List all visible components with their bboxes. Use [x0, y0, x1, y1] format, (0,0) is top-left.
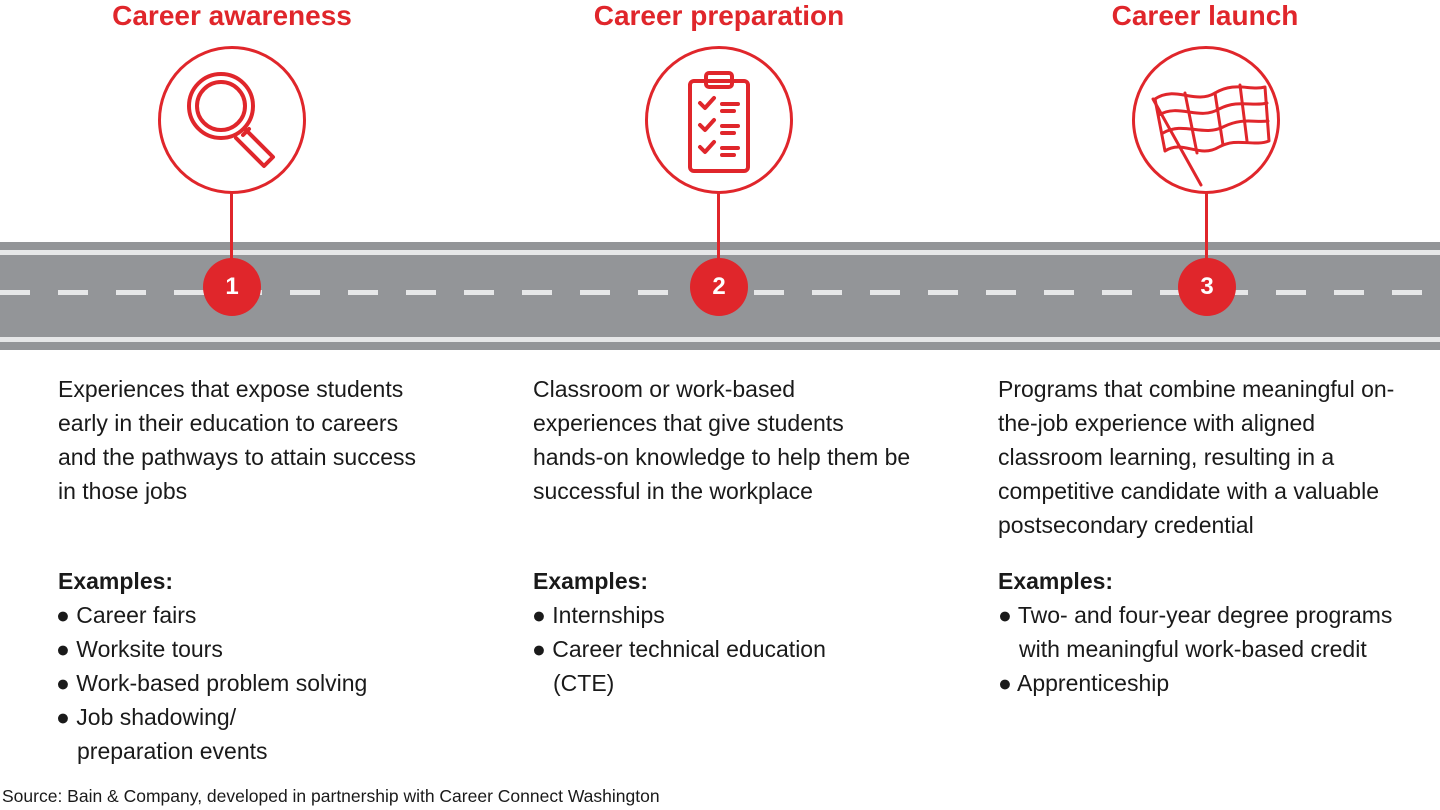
stage-2-title: Career preparation: [593, 0, 845, 31]
road-dash: [348, 290, 378, 295]
stage-1-description: Experiences that expose students early in their education to careers and the pathways to attain success in those jobs: [58, 376, 416, 504]
stage-1-examples-heading: Examples:: [58, 568, 174, 594]
stage-3-example-list: [998, 598, 1428, 700]
example-item: ● Work-based problem solving: [56, 670, 368, 696]
example-item: ● Job shadowing/ preparation events: [56, 704, 268, 764]
magnifying-glass-icon: [158, 46, 306, 194]
road-dash: [1392, 290, 1422, 295]
example-item: ● Apprenticeship: [998, 670, 1170, 696]
example-item: ● Worksite tours: [56, 636, 223, 662]
stage-2-examples-heading: Examples:: [533, 568, 649, 594]
road-dash: [812, 290, 842, 295]
road-dash: [638, 290, 668, 295]
road-dash: [928, 290, 958, 295]
road-dash: [406, 290, 436, 295]
stage-3-title: Career launch: [1111, 0, 1299, 31]
road-dash: [174, 290, 204, 295]
stage-1-title: Career awareness: [112, 0, 352, 31]
road-dash: [580, 290, 610, 295]
road-dash: [754, 290, 784, 295]
stage-2-description: Classroom or work-based experiences that give students hands-on knowledge to help them be successful in the workplace: [533, 376, 911, 504]
checkered-flag-icon: [1132, 46, 1280, 194]
source-note: Source: Bain & Company, developed in partnership with Career Connect Washington: [2, 786, 660, 806]
example-item: ● Internships: [532, 602, 665, 628]
example-item: ● Career fairs: [56, 602, 197, 628]
step-1-badge: 1: [203, 258, 261, 316]
road-dash: [870, 290, 900, 295]
clipboard-checklist-icon: [645, 46, 793, 194]
stage-2-example-list: [532, 598, 912, 700]
road-edge-top: [0, 250, 1440, 255]
road-dash: [522, 290, 552, 295]
step-3-badge: 3: [1178, 258, 1236, 316]
example-item: ● Two- and four-year degree programs with meaningful work-based credit: [998, 602, 1393, 662]
road-dash: [1276, 290, 1306, 295]
road-dash: [1334, 290, 1364, 295]
road-dash: [464, 290, 494, 295]
road-dash: [986, 290, 1016, 295]
stage-1-example-list: [56, 598, 416, 768]
stage-3-examples-heading: Examples:: [998, 568, 1114, 594]
road-dash: [1044, 290, 1074, 295]
step-2-badge: 2: [690, 258, 748, 316]
road-dash: [1102, 290, 1132, 295]
road-dash: [290, 290, 320, 295]
road-dash: [0, 290, 30, 295]
road-dash: [116, 290, 146, 295]
road-dash: [58, 290, 88, 295]
road-edge-bottom: [0, 337, 1440, 342]
stage-3-description: Programs that combine meaningful on-the-job experience with aligned classroom learning, resulting in a competitive candidate with a valuable postsecondary credential: [998, 376, 1395, 538]
example-item: ● Career technical education (CTE): [532, 636, 826, 696]
